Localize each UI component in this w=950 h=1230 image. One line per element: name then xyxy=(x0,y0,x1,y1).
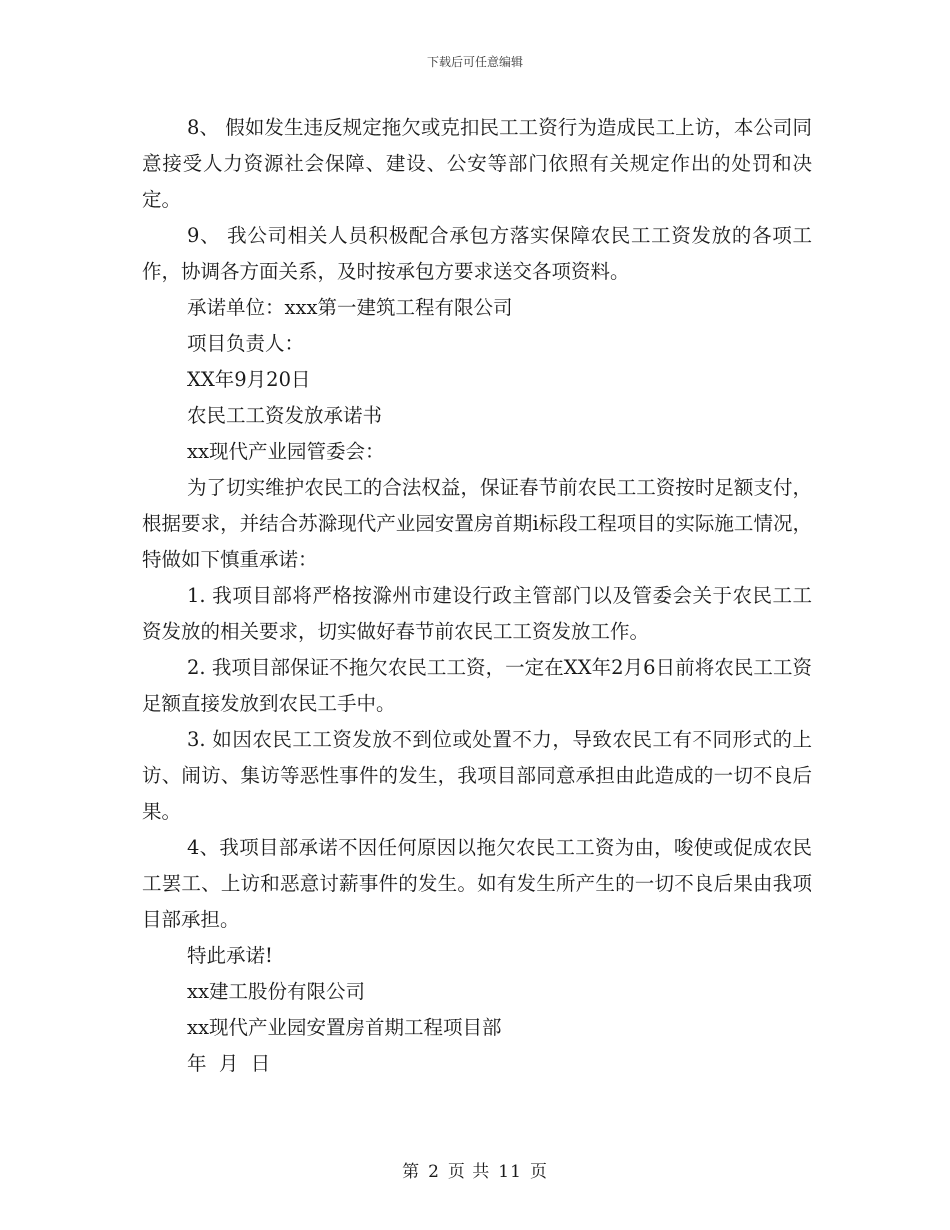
page-footer xyxy=(0,1157,950,1182)
commitment-item-1: 1. 我项目部将严格按滁州市建设行政主管部门以及管委会关于农民工工资发放的相关要求，切实做好春节前农民工工资发放工作。 xyxy=(142,584,812,643)
paragraph-item-9: 9、 我公司相关人员积极配合承包方落实保障农民工工资发放的各项工作，协调各方面关系，及时按承包方要求送交各项资料。 xyxy=(142,224,812,283)
footer-prefix: 第 xyxy=(402,1162,421,1182)
signature-date: 年 月 日 xyxy=(187,1052,271,1075)
date-line: XX年9月20日 xyxy=(187,368,311,391)
paragraph-item-8: 8、 假如发生违反规定拖欠或克扣民工工资行为造成民工上访，本公司同意接受人力资源社会保障、建设、公安等部门依照有关规定作出的处罚和决定。 xyxy=(142,116,812,211)
signatory-company: xx建工股份有限公司 xyxy=(187,980,365,1003)
closing-statement: 特此承诺! xyxy=(187,944,273,967)
signatory-project-dept: xx现代产业园安置房首期工程项目部 xyxy=(187,1016,502,1039)
document-body xyxy=(142,110,812,1082)
commitment-item-2: 2. 我项目部保证不拖欠农民工工资，一定在XX年2月6日前将农民工工资足额直接发放到农民工手中。 xyxy=(142,656,812,715)
footer-suffix: 页 xyxy=(529,1162,548,1182)
addressee: xx现代产业园管委会： xyxy=(187,440,385,463)
page-header: 下载后可任意编辑 xyxy=(426,55,523,69)
document-title: 农民工工资发放承诺书 xyxy=(187,404,383,427)
footer-page-number: 2 xyxy=(428,1162,440,1182)
footer-middle: 页 共 xyxy=(447,1162,491,1182)
commitment-unit: 承诺单位：xxx第一建筑工程有限公司 xyxy=(187,296,513,319)
commitment-item-4: 4、我项目部承诺不因任何原因以拖欠农民工工资为由，唆使或促成农民工罢工、上访和恶意讨薪事件的发生。如有发生所产生的一切不良后果由我项目部承担。 xyxy=(142,836,812,931)
footer-total-pages: 11 xyxy=(498,1162,522,1182)
intro-paragraph: 为了切实维护农民工的合法权益，保证春节前农民工工资按时足额支付，根据要求，并结合苏滁现代产业园安置房首期i标段工程项目的实际施工情况，特做如下慎重承诺： xyxy=(142,476,812,571)
commitment-item-3: 3. 如因农民工工资发放不到位或处置不力，导致农民工有不同形式的上访、闹访、集访等恶性事件的发生，我项目部同意承担由此造成的一切不良后果。 xyxy=(142,728,812,823)
project-leader: 项目负责人： xyxy=(187,332,305,355)
